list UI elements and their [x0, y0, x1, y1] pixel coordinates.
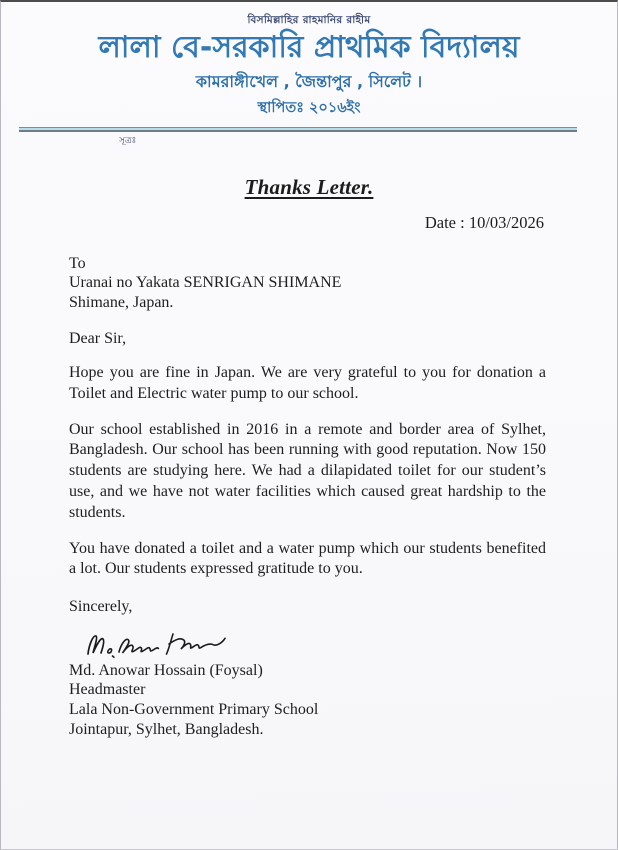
letter-title: Thanks Letter. — [244, 174, 374, 199]
reference-label: সূত্রঃ — [119, 135, 137, 146]
sender-name: Md. Anowar Hossain (Foysal) — [69, 661, 263, 679]
sender-location: Jointapur, Sylhet, Bangladesh. — [69, 720, 264, 738]
sender-title: Headmaster — [69, 681, 146, 699]
letterhead-divider-rule — [19, 127, 577, 132]
closing-line: Sincerely, — [69, 598, 133, 616]
sender-school: Lala Non-Government Primary School — [69, 701, 319, 719]
bismillah-line: বিসমিল্লাহির রাহমানির রাহীম — [247, 14, 371, 26]
recipient-name: Uranai no Yakata SENRIGAN SHIMANE — [69, 274, 342, 292]
recipient-block — [69, 254, 546, 313]
letter-body — [69, 254, 546, 740]
letterhead — [1, 2, 617, 148]
paragraph-3: You have donated a toilet and a water pump which our students benefited a lot. Our students expressed gratitude to you. — [69, 539, 546, 578]
title-row — [1, 175, 617, 200]
school-address-line: কামরাঙ্গীখেল , জৈন্তাপুর , সিলেট । — [195, 71, 423, 91]
established-year-line: স্থাপিতঃ ২০১৬ইং — [257, 99, 361, 116]
recipient-to: To — [69, 254, 86, 272]
school-name-title: লালা বে-সরকারি প্রাথমিক বিদ্যালয় — [98, 30, 520, 65]
paragraph-2: Our school established in 2016 in a remote and border area of Sylhet, Bangladesh. Our school has been running with good reputation. Now 150 students are studying here. We had a dilapidated toilet for our student’s use, and we have not water facilities which caused great hardship to the students. — [69, 420, 546, 521]
paragraph-1: Hope you are fine in Japan. We are very grateful to you for donation a Toilet and Electric water pump to our school. — [69, 364, 546, 402]
greeting-line: Dear Sir, — [69, 329, 127, 347]
signature-ink-strokes — [81, 625, 251, 661]
recipient-location: Shimane, Japan. — [69, 293, 174, 311]
date-line: Date : 10/03/2026 — [424, 212, 544, 232]
handwritten-signature — [81, 625, 546, 661]
signoff-block — [69, 661, 546, 740]
